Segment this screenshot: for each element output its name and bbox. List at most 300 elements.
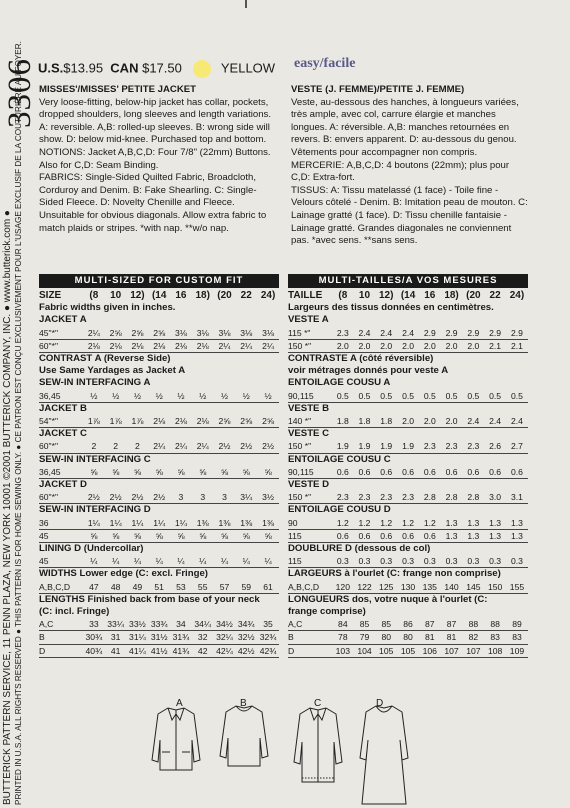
table-cell: 2¼ (192, 440, 214, 453)
section-label-row (288, 453, 528, 466)
table-cell: 105 (397, 644, 419, 657)
can-price-value: $17.50 (142, 60, 182, 76)
table-cell: 48 (105, 581, 127, 594)
table-cell: 57 (214, 581, 236, 594)
table-cell: 1.3 (441, 517, 463, 530)
table-cell: ⅝ (127, 529, 149, 542)
table-cell: 2.0 (397, 415, 419, 428)
table-cell: 33½ (127, 618, 149, 631)
section-label: (C: incl. Fringe) (39, 606, 110, 618)
section-label: VESTE C (288, 428, 330, 440)
section-label-row (39, 479, 279, 492)
english-line: Unsuitable for obvious diagonals. Allow extra fabric to (39, 209, 267, 221)
table-cell: 0.6 (484, 466, 506, 479)
table-cell: 1⅜ (214, 517, 236, 530)
table-cell: 2.4 (462, 415, 484, 428)
row-label: B (39, 631, 83, 644)
sidebar-line-1: BUTTERICK PATTERN SERVICE, 11 PENN PLAZA, NEW YORK 10001 ©2001 BUTTERICK COMPANY, INC. ● www.butterick.com ● (2, 210, 13, 805)
table-cell: ⅝ (214, 529, 236, 542)
table-cell: ⅝ (83, 466, 105, 479)
table-cell: 0.5 (506, 390, 528, 403)
table-cell: ¼ (148, 555, 170, 568)
size-header-cell: 10 (358, 290, 371, 301)
table-cell: 0.3 (332, 555, 354, 568)
table-row (39, 327, 279, 340)
table-cell: ½ (214, 390, 236, 403)
table-cell: ⅝ (170, 466, 192, 479)
table-cell: 2⅛ (127, 339, 149, 352)
section-label: LARGEURS à l'ourlet (C: frange non comprise) (288, 568, 501, 580)
french-line: Lainage gratté (1 face). D: Tissu chenille fantaisie - (291, 209, 507, 221)
us-price-value: $13.95 (63, 60, 104, 76)
french-line: Lainage gratté. Grandes diagonales ne conviennent (291, 222, 512, 234)
size-header-cell: 22 (489, 290, 501, 301)
table-row (288, 555, 528, 568)
section-label-row (288, 606, 528, 618)
section-label: LONGUEURS dos, votre nuque à l'ourlet (C: (288, 593, 488, 605)
row-label: 115 (288, 529, 332, 542)
table-cell: 51 (148, 581, 170, 594)
table-cell: 109 (506, 644, 528, 657)
table-cell: 42¼ (214, 644, 236, 657)
section-label: VESTE D (288, 479, 330, 491)
table-cell: 2½ (105, 491, 127, 504)
table-cell: ½ (148, 390, 170, 403)
table-cell: ⅝ (105, 529, 127, 542)
section-label-row (39, 606, 279, 618)
table-cell: 0.6 (419, 529, 441, 542)
row-label: 45 (39, 555, 83, 568)
table-cell: 2.3 (332, 327, 354, 340)
table-cell: ½ (257, 390, 279, 403)
table-cell: 1.3 (506, 517, 528, 530)
table-cell: 108 (484, 644, 506, 657)
table-cell: 31¼ (127, 631, 149, 644)
english-chart-bar: MULTI-SIZED FOR CUSTOM FIT (39, 274, 279, 288)
french-line: pas. *avec sens. **sans sens. (291, 235, 418, 247)
table-cell: 86 (397, 618, 419, 631)
fabric-width-note: Largeurs des tissus données en centimètres. (288, 302, 494, 314)
table-cell: 1.8 (354, 415, 376, 428)
table-cell: 2.8 (419, 491, 441, 504)
size-header-cell: (20 (217, 290, 232, 301)
table-cell: 1.9 (375, 440, 397, 453)
table-cell: 2¼ (257, 339, 279, 352)
table-row (288, 466, 528, 479)
row-label: B (288, 631, 332, 644)
size-header-cell: 16 (175, 290, 187, 301)
section-label: ENTOILAGE COUSU D (288, 504, 391, 516)
table-cell: 34¼ (192, 618, 214, 631)
table-cell: 35 (257, 618, 279, 631)
section-label-row (288, 479, 528, 492)
table-cell: 0.5 (397, 390, 419, 403)
french-line: MERCERIE: A,B,C,D: 4 boutons (22mm); plus pour (291, 159, 510, 171)
french-line: revers. B: envers apparent. D: au-dessous du genou. (291, 134, 517, 146)
row-label: 90 (288, 517, 332, 530)
english-line: match plaids or stripes. *with nap. **w/o nap. (39, 222, 229, 234)
table-row (39, 644, 279, 657)
table-cell: 0.5 (462, 390, 484, 403)
row-label: 115 (288, 555, 332, 568)
sidebar-line-2: PRINTED IN U.S.A. ALL RIGHTS RESERVED ● THIS PATTERN IS FOR HOME SEWING ONLY. ● CE PATRON EST CONÇU EXCLUSIVEMENT POUR L'USAGE EXCLUSIF DE LA COUTURIÈRE AU FOYER. (14, 41, 23, 805)
table-cell: 0.6 (419, 466, 441, 479)
table-cell: 2.4 (506, 415, 528, 428)
table-cell: 2.4 (375, 327, 397, 340)
table-row (288, 618, 528, 631)
section-label: frange comprise) (288, 606, 366, 618)
section-label: Use Same Yardages as Jacket A (39, 365, 186, 377)
table-cell: 88 (484, 618, 506, 631)
table-cell: 42½ (235, 644, 257, 657)
size-header-cell: 24) (260, 290, 276, 301)
table-cell: 2⅛ (83, 339, 105, 352)
table-cell: 0.5 (484, 390, 506, 403)
section-label-row (39, 377, 279, 389)
table-cell: 2.0 (441, 415, 463, 428)
table-row (39, 517, 279, 530)
jacket-sketches (140, 700, 460, 808)
table-cell: 88 (462, 618, 484, 631)
english-line: Corduroy and Denim. B: Fake Shearling. C: Single- (39, 184, 257, 196)
table-cell: 2.3 (354, 491, 376, 504)
size-header-cell: (8 (338, 290, 348, 301)
table-cell: 1¼ (105, 517, 127, 530)
size-header-cell: 10 (110, 290, 122, 301)
row-label: 60"*" (39, 440, 83, 453)
section-label-row (288, 504, 528, 517)
table-cell: 145 (462, 581, 484, 594)
section-label-row (288, 353, 528, 366)
table-cell: 0.6 (397, 529, 419, 542)
table-cell: 1.3 (484, 529, 506, 542)
table-cell: 0.6 (332, 466, 354, 479)
table-cell: ½ (192, 390, 214, 403)
table-cell: 122 (354, 581, 376, 594)
table-cell: 105 (375, 644, 397, 657)
table-cell: 2 (105, 440, 127, 453)
english-line: dropped shoulders, long sleeves and length variations. (39, 109, 272, 121)
table-cell: 47 (83, 581, 105, 594)
table-cell: 3 (170, 491, 192, 504)
table-cell: ½ (170, 390, 192, 403)
table-cell: 80 (375, 631, 397, 644)
table-cell: 2.0 (419, 415, 441, 428)
table-cell: 0.5 (419, 390, 441, 403)
table-cell: ⅝ (127, 466, 149, 479)
table-cell: 3.0 (484, 491, 506, 504)
table-cell: 2.3 (397, 491, 419, 504)
table-cell: 155 (506, 581, 528, 594)
table-cell: 2¼ (170, 440, 192, 453)
table-cell: 85 (375, 618, 397, 631)
table-cell: 2¼ (148, 440, 170, 453)
table-cell: 104 (354, 644, 376, 657)
row-label: 36 (39, 517, 83, 530)
table-cell: ⅝ (192, 466, 214, 479)
section-label-row (39, 504, 279, 517)
table-cell: 2⅝ (214, 415, 236, 428)
section-label-row (288, 365, 528, 377)
table-cell: ½ (235, 390, 257, 403)
section-label-row (39, 314, 279, 326)
table-cell: 1⅞ (127, 415, 149, 428)
table-cell: 2.3 (375, 491, 397, 504)
table-cell: 0.6 (375, 529, 397, 542)
english-line: show. D: below mid-knee. Purchased top and bottom. (39, 134, 267, 146)
english-title: MISSES'/MISSES' PETITE JACKET (39, 84, 197, 95)
table-cell: ⅝ (235, 466, 257, 479)
table-row (39, 555, 279, 568)
table-cell: 1.9 (354, 440, 376, 453)
table-cell: 0.3 (354, 555, 376, 568)
table-cell: 2.4 (354, 327, 376, 340)
sketch-jacket-d (360, 706, 408, 804)
table-row (39, 631, 279, 644)
section-label: WIDTHS Lower edge (C: excl. Fringe) (39, 568, 208, 580)
row-label: D (288, 644, 332, 657)
table-cell: 78 (332, 631, 354, 644)
table-cell: ½ (127, 390, 149, 403)
row-label: 60"*" (39, 491, 83, 504)
table-row (39, 466, 279, 479)
table-row (39, 339, 279, 352)
table-cell: ⅝ (148, 466, 170, 479)
table-cell: 32 (192, 631, 214, 644)
table-cell: 1.3 (462, 517, 484, 530)
table-cell: 3¼ (235, 491, 257, 504)
table-cell: 2.0 (375, 339, 397, 352)
table-cell: 2.0 (397, 339, 419, 352)
table-cell: 34¾ (235, 618, 257, 631)
section-label-row (39, 428, 279, 441)
table-cell: 2.7 (506, 440, 528, 453)
english-line: Very loose-fitting, below-hip jacket has collar, pockets, (39, 96, 269, 108)
table-cell: 2.6 (484, 440, 506, 453)
table-cell: ⅝ (83, 529, 105, 542)
table-cell: 2.1 (484, 339, 506, 352)
table-cell: 1⅜ (235, 517, 257, 530)
french-line: C,D: Extra-fort. (291, 172, 355, 184)
section-label: DOUBLURE D (dessous de col) (288, 543, 431, 555)
table-cell: 2⅝ (257, 415, 279, 428)
table-cell: ½ (83, 390, 105, 403)
section-label: SEW-IN INTERFACING C (39, 453, 151, 465)
size-header-label: TAILLE (288, 290, 323, 301)
row-label: 45"*" (39, 327, 83, 340)
section-label: voir métrages donnés pour veste A (288, 365, 449, 377)
table-cell: 1¼ (83, 517, 105, 530)
table-cell: 83 (484, 631, 506, 644)
table-cell: 0.3 (506, 555, 528, 568)
section-label: LENGTHS Finished back from base of your neck (39, 593, 260, 605)
table-cell: 59 (235, 581, 257, 594)
table-cell: 0.3 (462, 555, 484, 568)
table-cell: 2.9 (441, 327, 463, 340)
row-label: 36,45 (39, 390, 83, 403)
english-yardage-table (39, 290, 279, 658)
top-fold-mark (245, 0, 247, 8)
table-cell: 2½ (127, 491, 149, 504)
table-cell: 31 (105, 631, 127, 644)
row-label: 150 *" (288, 491, 332, 504)
table-cell: 33¼ (105, 618, 127, 631)
size-header-cell: 22 (240, 290, 252, 301)
table-cell: 85 (354, 618, 376, 631)
table-cell: 2.9 (419, 327, 441, 340)
table-cell: 1.3 (441, 529, 463, 542)
table-row (39, 491, 279, 504)
section-label: JACKET A (39, 314, 87, 326)
table-cell: 83 (506, 631, 528, 644)
table-cell: 87 (441, 618, 463, 631)
table-cell: ¼ (83, 555, 105, 568)
table-cell: 1.2 (397, 517, 419, 530)
french-description (291, 84, 536, 248)
table-cell: 135 (419, 581, 441, 594)
table-cell: 0.6 (441, 466, 463, 479)
row-label: D (39, 644, 83, 657)
table-cell: 0.3 (484, 555, 506, 568)
sketch-label-c: C (314, 698, 322, 709)
fabric-width-note: Fabric widths given in inches. (39, 302, 176, 314)
table-cell: 2⅝ (127, 327, 149, 340)
table-cell: 106 (419, 644, 441, 657)
table-cell: 2.3 (332, 491, 354, 504)
table-cell: 2⅛ (170, 415, 192, 428)
table-cell: ¼ (192, 555, 214, 568)
table-cell: ¼ (127, 555, 149, 568)
french-title: VESTE (J. FEMME)/PETITE J. FEMME) (291, 84, 465, 95)
table-cell: 2.3 (419, 440, 441, 453)
table-cell: 31½ (148, 631, 170, 644)
table-cell: 2 (127, 440, 149, 453)
section-label-row (39, 593, 279, 606)
table-cell: 2 (83, 440, 105, 453)
table-cell: 40¾ (83, 644, 105, 657)
table-cell: 55 (192, 581, 214, 594)
table-cell: 2⅛ (192, 415, 214, 428)
table-cell: 0.6 (462, 466, 484, 479)
table-cell: 2⅛ (148, 415, 170, 428)
table-row (39, 440, 279, 453)
table-cell: 79 (354, 631, 376, 644)
size-header-cell: 24) (509, 290, 525, 301)
table-cell: 2.4 (397, 327, 419, 340)
table-row (288, 491, 528, 504)
table-cell: 2⅝ (235, 415, 257, 428)
table-cell: 2.8 (441, 491, 463, 504)
row-label: 115 *" (288, 327, 332, 340)
table-cell: 32½ (235, 631, 257, 644)
french-line: Velours côtelé - Denim. B: Imitation peau de mouton. C: (291, 197, 528, 209)
section-label: JACKET B (39, 402, 87, 414)
table-cell: 2½ (235, 440, 257, 453)
table-cell: 2½ (148, 491, 170, 504)
section-label: LINING D (Undercollar) (39, 543, 144, 555)
table-cell: 49 (127, 581, 149, 594)
table-cell: 130 (397, 581, 419, 594)
table-cell: 2.9 (506, 327, 528, 340)
section-label: ENTOILAGE COUSU A (288, 377, 391, 389)
table-cell: ⅝ (105, 466, 127, 479)
section-label-row (288, 377, 528, 389)
table-cell: 3⅛ (257, 327, 279, 340)
table-cell: 1.2 (419, 517, 441, 530)
table-row (39, 618, 279, 631)
table-cell: 1.2 (332, 517, 354, 530)
table-cell: ⅝ (148, 529, 170, 542)
english-line: FABRICS: Single-Sided Quilted Fabric, Broadcloth, (39, 172, 257, 184)
table-cell: 34½ (214, 618, 236, 631)
english-line: A: reversible. A,B: rolled-up sleeves. B: wrong side will (39, 121, 270, 133)
section-label: JACKET D (39, 479, 87, 491)
table-cell: ¼ (170, 555, 192, 568)
table-cell: 2.3 (441, 440, 463, 453)
sketch-jacket-b (220, 706, 268, 766)
section-label: ENTOILAGE COUSU C (288, 453, 391, 465)
table-cell: 2.9 (462, 327, 484, 340)
difficulty-label: easy/facile (294, 56, 356, 71)
sketch-label-d: D (376, 698, 384, 709)
table-cell: 87 (419, 618, 441, 631)
row-label: A,C (39, 618, 83, 631)
french-line: très ample, avec col, carrure élargie et manches (291, 109, 496, 121)
table-row (288, 415, 528, 428)
row-label: 54"*" (39, 415, 83, 428)
table-cell: 0.6 (354, 529, 376, 542)
table-cell: ⅝ (170, 529, 192, 542)
table-cell: 30¾ (83, 631, 105, 644)
section-label-row (288, 428, 528, 441)
table-cell: 125 (375, 581, 397, 594)
size-header-label: SIZE (39, 290, 62, 301)
table-cell: ⅝ (235, 529, 257, 542)
table-cell: 2.0 (419, 339, 441, 352)
section-label-row (39, 365, 279, 377)
sketch-label-a: A (176, 698, 183, 709)
table-cell: 0.5 (441, 390, 463, 403)
row-label: 90,115 (288, 466, 332, 479)
table-cell: 140 (441, 581, 463, 594)
us-price-label: U.S. (38, 60, 64, 76)
row-label: 60"*" (39, 339, 83, 352)
table-cell: ¼ (257, 555, 279, 568)
table-cell: 2¼ (235, 339, 257, 352)
table-cell: 0.3 (441, 555, 463, 568)
table-cell: 3⅛ (214, 327, 236, 340)
table-cell: ⅝ (214, 466, 236, 479)
section-label-row (39, 453, 279, 466)
table-cell: 2.8 (462, 491, 484, 504)
table-cell: 1⅜ (192, 517, 214, 530)
table-cell: ½ (105, 390, 127, 403)
table-cell: ⅝ (192, 529, 214, 542)
table-cell: 2.9 (484, 327, 506, 340)
french-line: Veste, au-dessous des hanches, à longueurs variées, (291, 96, 519, 108)
section-label: VESTE B (288, 402, 330, 414)
row-label: 90,115 (288, 390, 332, 403)
table-cell: 150 (484, 581, 506, 594)
english-description (39, 84, 284, 235)
table-cell: 0.6 (506, 466, 528, 479)
table-cell: 0.6 (354, 466, 376, 479)
table-row (39, 529, 279, 542)
color-dot-icon (193, 60, 211, 78)
size-header-cell: 16 (424, 290, 436, 301)
table-cell: 1.3 (484, 517, 506, 530)
table-cell: 32¼ (214, 631, 236, 644)
